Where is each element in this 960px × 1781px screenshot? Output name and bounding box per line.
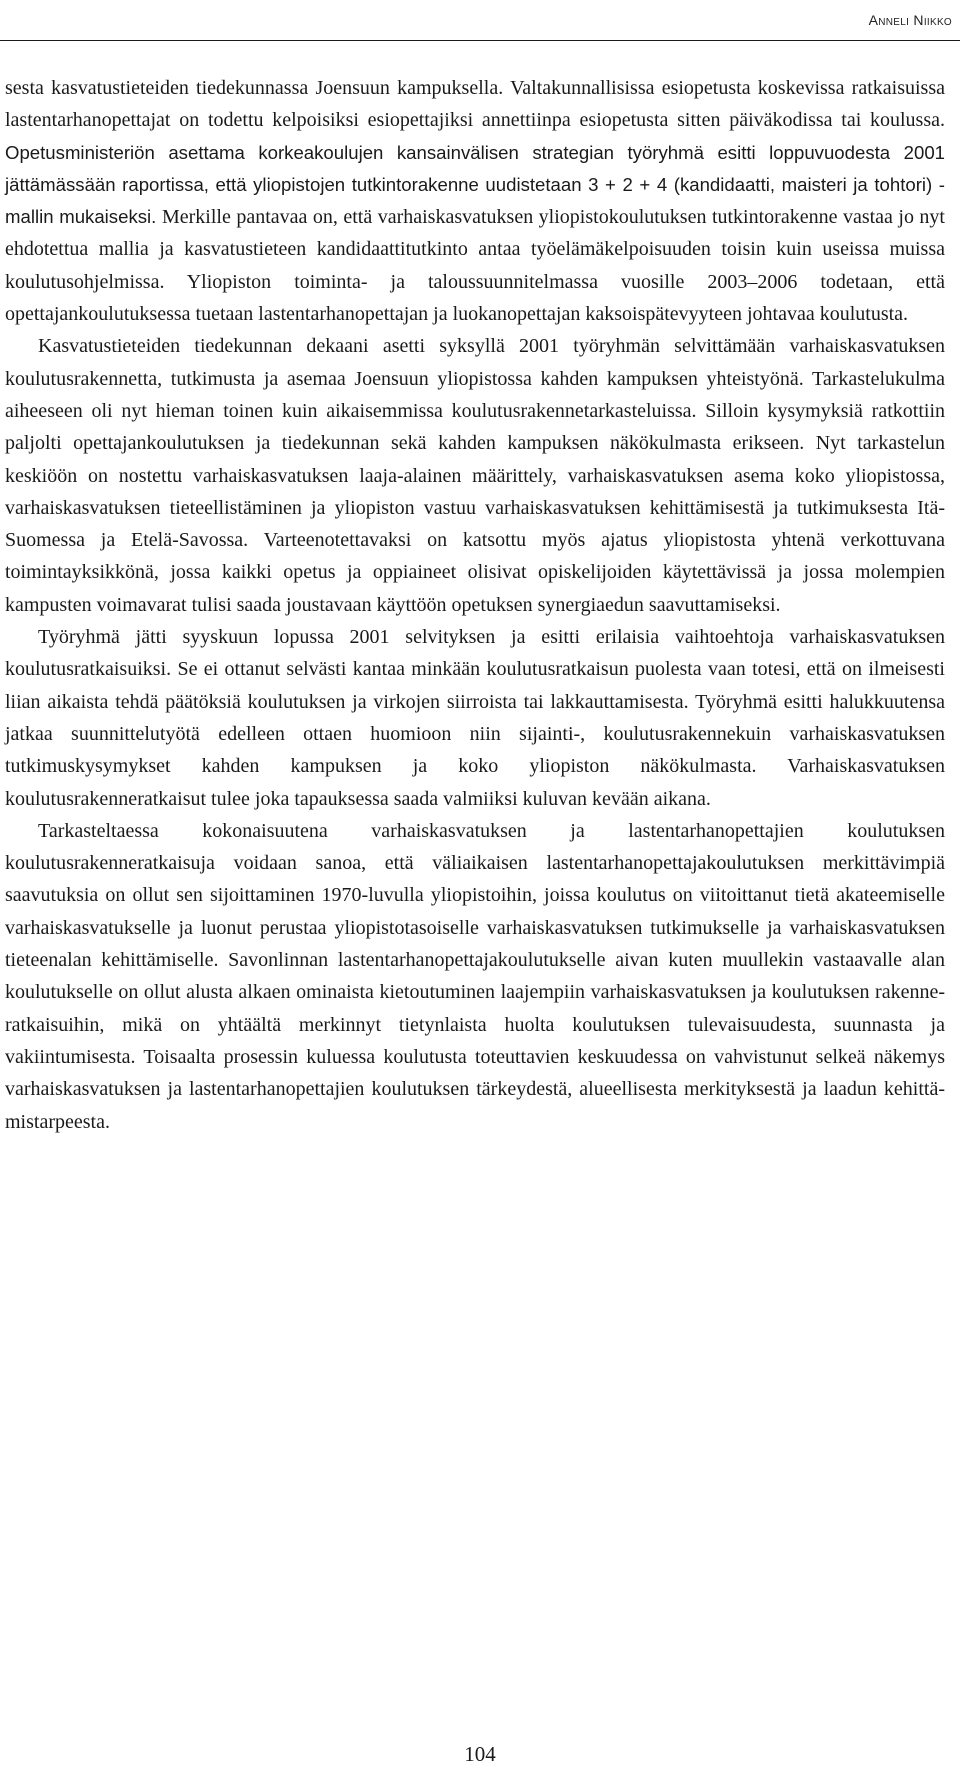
paragraph-3: Työryhmä jätti syyskuun lopussa 2001 selvityksen ja esitti erilaisia vaihtoehtoja varhaiskasvatuksen koulutusratkaisuiksi. Se ei ottanut selvästi kantaa minkään koulutusratkaisun puolesta vaan totesi, että on ilmeisesti liian aikaista tehdä päätöksiä koulutuksen ja virkojen siirroista tai lakkauttamisesta. Työryhmä esitti halukkuutensa jatkaa suunnittelutyötä edelleen ottaen huomioon niin sijainti-, koulutusrakennekuin varhaiskasvatuksen tutkimuskysymykset kahden kampuksen ja koko yliopiston näkökulmasta. Varhaiskasvatuksen koulutusrakenneratkaisut tulee joka tapauksessa saada valmiiksi kuluvan kevään aikana.: [5, 626, 945, 810]
paragraph-2: Kasvatustieteiden tiedekunnan dekaani asetti syksyllä 2001 työryhmän selvittämään varhaiskasvatuksen koulutusrakennetta, tutkimusta ja asemaa Joensuun yliopistossa kahden kampuksen yhteistyönä. Tarkastelukulma aiheeseen oli nyt hieman toinen kuin aikaisemmissa koulutusrakennetarkasteluissa. Silloin kysymyksiä ratkottiin paljolti opettajankoulutuksen ja tiedekunnan sekä kahden kampuksen näkökulmasta erikseen. Nyt tarkastelun keskiöön on nostettu varhaiskasvatuksen laaja-alainen määrittely, varhaiskasvatuksen asema koko yliopistossa, varhaiskasvatuksen tieteellistäminen ja yliopiston vastuu varhaiskasvatuksen kehittämisestä ja tutkimuksesta Itä-Suomessa ja Etelä-Savossa. Varteenotettavaksi on katsottu myös ajatus yliopistosta yhtenä verkottuvana toimintayksikkönä, jossa kaikki opetus ja oppiaineet olisivat opiskelijoiden käytettävissä ja jossa molempien kampusten voimavarat tulisi saada joustavaan käyttöön opetuksen synergiaedun saavuttamiseksi.: [5, 335, 945, 616]
paragraph-1-part-c: Merkille pantavaa on, että varhaiskasvatuksen yliopistokoulutuksen tutkintorakenne vastaa jo nyt ehdotettua mallia ja kasvatustieteen kandidaattitutkinto antaa työelämäkelpoisuuden toisin kuin useissa muissa koulutusohjelmissa. Yliopiston toiminta- ja taloussuunnitelmassa vuosille 2003–2006 todetaan, että opettajankoulutuksessa tuetaan lastentarhanopettajan ja luokanopettajan kaksoispätevyyteen johtavaa koulutusta.: [5, 206, 945, 326]
paragraph-1-part-a: sesta kasvatustieteiden tiedekunnassa Joensuun kampuksella. Valtakunnallisissa esiopetusta koskevissa ratkaisuissa lastentarhanopettajat on todettu kelpoisiksi esiopettajiksi annettiinpa esiopetusta sitten päiväkodissa tai koulussa.: [5, 77, 945, 132]
running-header-author: Anneli Niikko: [868, 12, 952, 28]
body-text: [5, 72, 945, 1138]
paragraph-4: Tarkasteltaessa kokonaisuutena varhaiskasvatuksen ja lastentarhanopettajien koulutuksen koulutusrakenneratkaisuja voidaan sanoa, että väliaikaisen lastentarhanopettajakoulutuksen merkittävimpiä saavutuksia on ollut sen sijoittaminen 1970-luvulla yliopistoihin, joissa koulutus on viitoittanut tietä akateemiselle varhaiskasvatukselle ja luonut perustaa yliopistotasoiselle varhaiskasvatuksen tutkimukselle ja varhaiskasvatuksen tieteenalan kehittämiselle. Savonlinnan lastentarhanopettajakoulutukselle aivan kuten muullekin vastaavalle alan koulutukselle on ollut alusta alkaen ominaista kietoutuminen laajempiin varhaiskasvatuksen ja koulutuksen rakenneratkaisuihin, mikä on yhtäältä merkinnyt tietynlaista huolta koulutuksen tulevaisuudesta, suunnasta ja vakiintumisesta. Toisaalta prosessin kuluessa koulutusta toteuttavien keskuudessa on vahvistunut selkeä näkemys varhaiskasvatuksen ja lastentarhanopettajien koulutuksen tärkeydestä, alueellisesta merkityksestä ja laadun kehittämistarpeesta.: [5, 819, 945, 1133]
paragraph-1-part-b: Opetusministeriön asettama korkeakoulujen kansainvälisen strategian työryhmä esitti loppuvuodesta 2001 jättämässään raportissa, että yliopistojen tutkintorakenne uudistetaan 3 + 2 + 4 (kandidaatti, maisteri ja tohtori) -mallin mukaiseksi.: [5, 141, 945, 228]
page-number: 104: [464, 1742, 496, 1766]
paragraph-1: [5, 72, 945, 330]
header-rule: [0, 40, 960, 41]
